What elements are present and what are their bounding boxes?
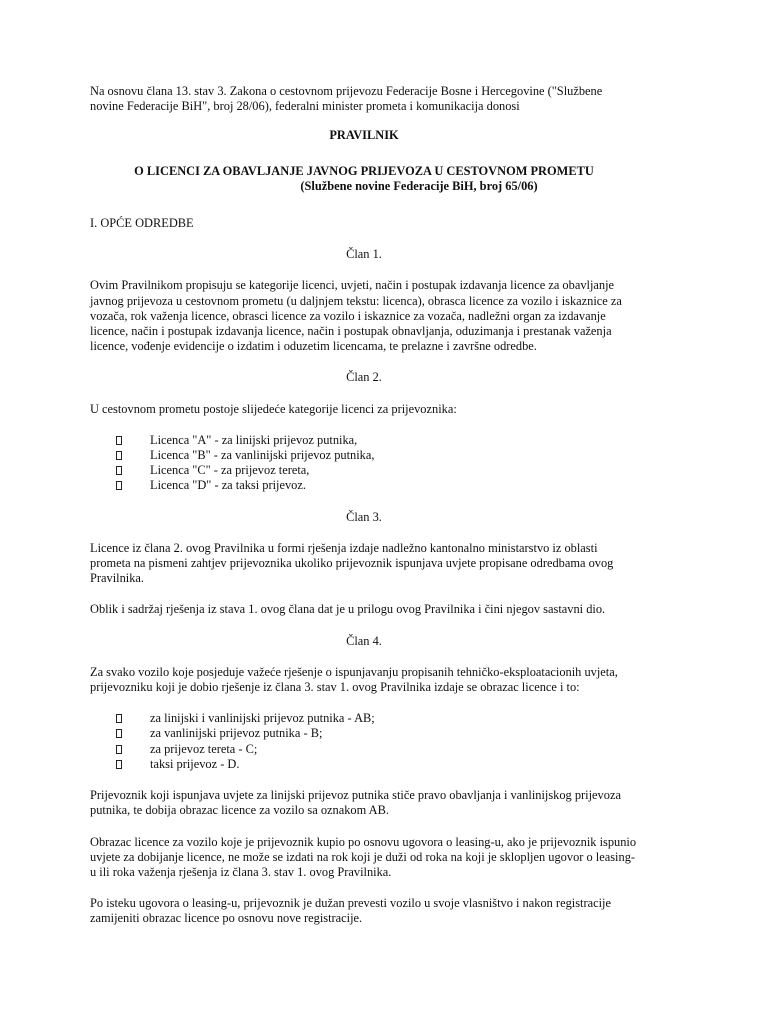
list-item-text: Licenca "C" - za prijevoz tereta, [150,463,310,478]
list-item [90,726,638,741]
list-item [90,478,638,493]
list-item [90,463,638,478]
article-1-heading: Član 1. [346,247,382,262]
list-item-text: Licenca "B" - za vanlinijski prijevoz putnika, [150,448,375,463]
list-item [90,757,638,772]
list-item [90,742,638,757]
document-page [90,84,638,943]
intro-paragraph: Na osnovu člana 13. stav 3. Zakona o cestovnom prijevozu Federacije Bosne i Hercegovine ("Službene novine Federacije BiH", broj 28/06), federalni minister prometa i komunikacija donosi [90,84,603,114]
article-4-heading: Član 4. [346,633,382,648]
bullet-box-icon [116,745,122,754]
list-item-text: Licenca "D" - za taksi prijevoz. [150,478,306,493]
bullet-box-icon [116,760,122,769]
article-4-text-2: Prijevoznik koji ispunjava uvjete za linijski prijevoz putnika stiče pravo obavljanja i vanlinijskog prijevoza putnika, te dobija obrazac licence za vozilo sa oznakom AB. [90,788,621,818]
article-2-text: U cestovnom prometu postoje slijedeće kategorije licenci za prijevoznika: [90,401,457,416]
bullet-box-icon [116,481,122,490]
list-item-text: Licenca "A" - za linijski prijevoz putnika, [150,432,358,447]
article-4-text-3: Obrazac licence za vozilo koje je prijevoznik kupio po osnovu ugovora o leasing-u, ako je prijevoznik ispunio uvjete za dobijanje licence, ne može se izdati na rok koji je duži od roka na koji je sklopljen ugovor o leasing-u ili roka važenja rješenja iz člana 3. stav 1. ovog Pravilnika. [90,834,637,879]
article-3-text-1: Licence iz člana 2. ovog Pravilnika u formi rješenja izdaje nadležno kantonalno ministarstvo iz oblasti prometa na pismeni zahtjev prijevoznika ukoliko prijevoznik ispunjava uvjete propisane odredbama ovog Pravilnika. [90,540,614,586]
article-2-list [90,433,638,494]
bullet-box-icon [116,729,122,738]
article-3-heading: Član 3. [346,509,382,524]
list-item-text: za linijski i vanlinijski prijevoz putnika - AB; [150,711,375,726]
document-title: PRAVILNIK [329,128,399,143]
article-1-text: Ovim Pravilnikom propisuju se kategorije licenci, uvjeti, način i postupak izdavanja licence za obavljanje javnog prijevoza u cestovnom prometu (u daljnjem tekstu: licenca), obrasca licence za vozilo i iskaznice za vozača, rok važenja licence, obrasci licence za vozilo i iskaznice za vozača, nadležni organ za izdavanje licence, način i postupak izdavanja licence, način i postupak obnavljanja, oduzimanja i prestanak važenja licence, vođenje evidencije o izdatim i oduzetim licencama, te prelazne i završne odredbe. [90,278,622,354]
list-item [90,448,638,463]
list-item [90,711,638,726]
bullet-box-icon [116,466,122,475]
list-item [90,433,638,448]
list-item-text: za prijevoz tereta - C; [150,741,258,756]
article-4-text-1: Za svako vozilo koje posjeduje važeće rješenje o ispunjavanju propisanih tehničko-eksploatacionih uvjeta, prijevozniku koji je dobio rješenje iz člana 3. stav 1. ovog Pravilnika izdaje se obrazac licence i to: [90,664,618,695]
article-4-list [90,711,638,772]
article-4-text-4: Po isteku ugovora o leasing-u, prijevoznik je dužan prevesti vozilo u svoje vlasništvo i nakon registracije zamijeniti obrazac licence po osnovu nove registracije. [90,896,611,926]
section-heading: I. OPĆE ODREDBE [90,216,194,231]
bullet-box-icon [116,714,122,723]
list-item-text: za vanlinijski prijevoz putnika - B; [150,726,323,741]
document-source: (Službene novine Federacije BiH, broj 65/06) [300,178,538,193]
document-subtitle: O LICENCI ZA OBAVLJANJE JAVNOG PRIJEVOZA U CESTOVNOM PROMETU [134,163,594,178]
bullet-box-icon [116,451,122,460]
list-item-text: taksi prijevoz - D. [150,756,240,771]
article-3-text-2: Oblik i sadržaj rješenja iz stava 1. ovog člana dat je u prilogu ovog Pravilnika i čini njegov sastavni dio. [90,602,606,617]
bullet-box-icon [116,436,122,445]
article-2-heading: Član 2. [346,370,382,385]
